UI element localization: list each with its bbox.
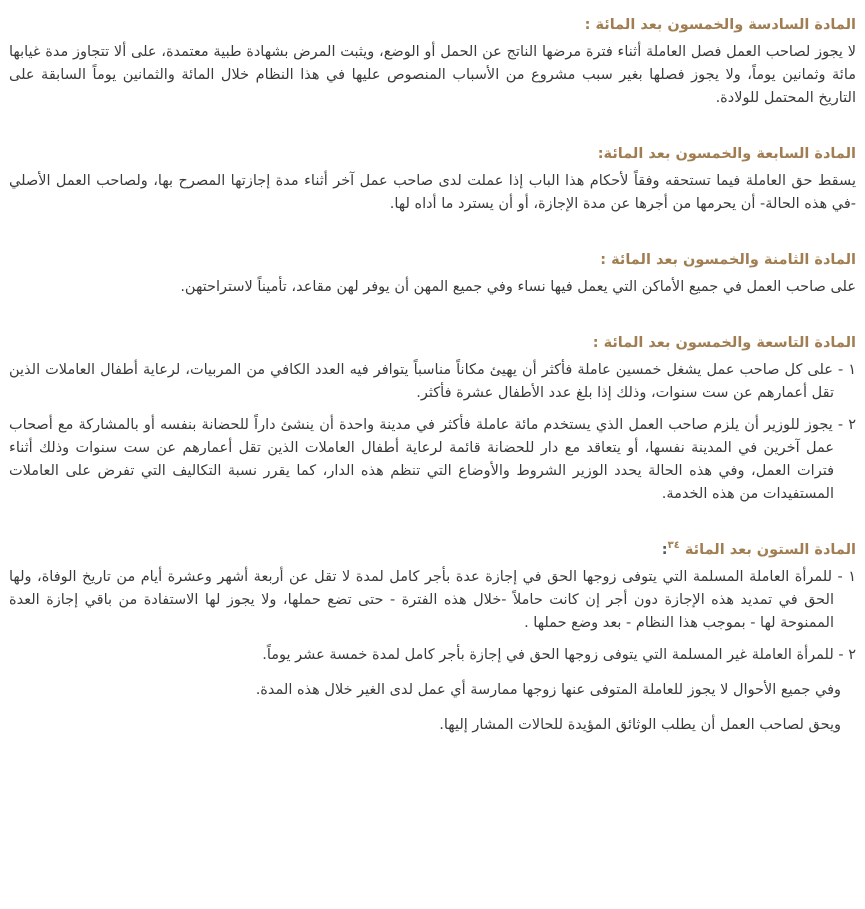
article-156-heading: المادة السادسة والخمسون بعد المائة : [584,17,856,33]
article-157-heading: المادة السابعة والخمسون بعد المائة: [597,146,856,162]
article-159 [9,333,856,506]
item-number: ٢ - [837,417,856,433]
footnote-reference-34: ٣٤ [667,540,680,552]
item-number: ١ - [837,362,857,378]
article-159-item-1 [9,359,856,405]
article-157-text: يسقط حق العاملة فيما تستحقه وفقاً لأحكام هذا الباب إذا عملت لدى صاحب عمل آخر أثناء مدة إجازتها المصرح بها، ولصاحب العمل الأصلي -في هذه الحالة- أن يحرمها من أجرها عن مدة الإجازة، أو أن يسترد ما أداه لها. [9,173,856,212]
article-156 [9,15,856,110]
article-158-text: على صاحب العمل في جميع الأماكن التي يعمل فيها نساء وفي جميع المهن أن يوفر لهن مقاعد، تأميناً لاستراحتهن. [180,279,856,295]
heading-colon: : [661,542,668,558]
article-160-closing-1: وفي جميع الأحوال لا يجوز للعاملة المتوفى عنها زوجها ممارسة أي عمل لدى الغير خلال هذه المدة. [255,682,841,698]
item-number: ١ - [837,569,857,585]
article-160 [9,540,856,737]
article-159-heading: المادة التاسعة والخمسون بعد المائة : [592,335,856,351]
article-156-text: لا يجوز لصاحب العمل فصل العاملة أثناء فترة مرضها الناتج عن الحمل أو الوضع، ويثبت المرض بشهادة طبية معتمدة، على ألا تتجاوز مدة غيابها مائة وثمانين يوماً، ولا يجوز فصلها بغير سبب مشروع من الأسباب المنصوص عليها في هذا النظام خلال المائة والثمانين يوماً السابقة على التاريخ المحتمل للولادة. [9,44,856,106]
article-158 [9,250,856,299]
item-text: على كل صاحب عمل يشغل خمسين عاملة فأكثر أن يهيئ مكاناً مناسباً يتوافر فيه العدد الكافي من المربيات، لرعاية أطفال العاملات الذين تقل أعمارهم عن ست سنوات، وذلك إذا بلغ عدد الأطفال عشرة فأكثر. [9,362,834,401]
article-158-heading: المادة الثامنة والخمسون بعد المائة : [600,252,856,268]
article-160-heading-text: المادة الستون بعد المائة [684,542,856,558]
item-text: يجوز للوزير أن يلزم صاحب العمل الذي يستخدم مائة عاملة فأكثر في مدينة واحدة أن ينشئ داراً للحضانة بنفسه أو بالمشاركة مع أصحاب عمل آخرين في المدينة نفسها، أو يتعاقد مع دار للحضانة قائمة لرعاية أطفال العاملات الذين تقل أعمارهم عن ست سنوات وذلك أثناء فترات العمل، وفي هذه الحالة يحدد الوزير الشروط والأوضاع التي تنظم هذه الدار، كما يقرر نسبة التكاليف التي تفرض على العاملات المستفيدات من هذه الخدمة. [9,417,834,502]
article-160-item-2 [9,644,856,667]
article-160-heading [9,540,856,561]
item-text: للمرأة العاملة المسلمة التي يتوفى زوجها الحق في إجازة عدة بأجر كامل لمدة لا تقل عن أربعة أشهر وعشرة أيام من تاريخ الوفاة، ولها الحق في تمديد هذه الإجازة دون أجر إن كانت حاملاً -خلال هذه الفترة - حتى تضع حملها، ولا يجوز لها الاستفادة من باقي إجازة العدة الممنوحة لها - بموجب هذا النظام - بعد وضع حملها . [9,569,834,631]
article-160-closing-2: ويحق لصاحب العمل أن يطلب الوثائق المؤيدة للحالات المشار إليها. [439,717,841,733]
article-160-item-1 [9,566,856,635]
article-159-item-2 [9,414,856,506]
article-157 [9,144,856,216]
item-number: ٢ - [838,647,856,663]
item-text: للمرأة العاملة غير المسلمة التي يتوفى زوجها الحق في إجازة بأجر كامل لمدة خمسة عشر يوماً. [262,647,834,663]
